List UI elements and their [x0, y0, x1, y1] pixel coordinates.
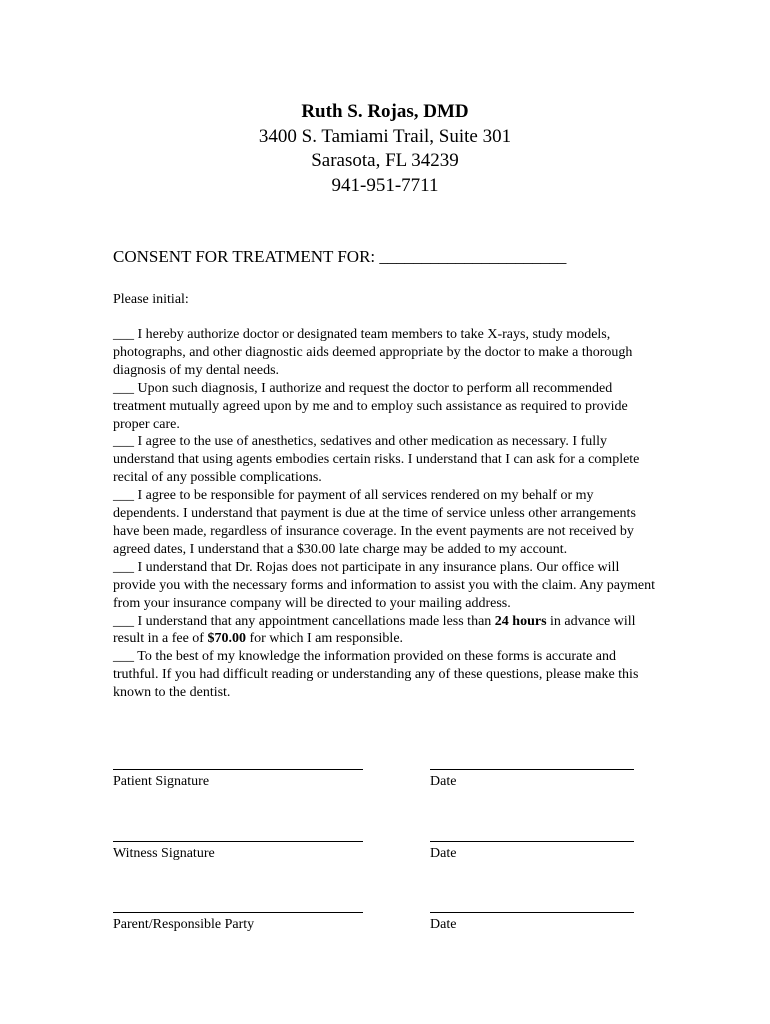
cancellation-text-1: ___ I understand that any appointment cancellations made less than	[113, 613, 495, 629]
dentist-name: Ruth S. Rojas, DMD	[301, 101, 469, 122]
cancellation-fee: $70.00	[207, 631, 246, 647]
address-line-1: 3400 S. Tamiami Trail, Suite 301	[258, 125, 512, 147]
parent-date-label: Date	[430, 917, 457, 932]
cancellation-text-3: for which I am responsible.	[245, 631, 404, 647]
patient-signature-label: Patient Signature	[113, 774, 210, 789]
parent-signature-line[interactable]	[113, 912, 363, 913]
consent-terms	[113, 326, 663, 702]
term-insurance: ___ I understand that Dr. Rojas does not participate in any insurance plans. Our office will provide you with the necessary forms and information to assist you with the claim. Any payment from your insurance company will be directed to your mailing address.	[113, 559, 656, 611]
parent-date-line[interactable]	[430, 912, 634, 913]
witness-date-label: Date	[430, 846, 457, 861]
address-line-2: Sarasota, FL 34239	[311, 150, 459, 171]
cancellation-hours: 24 hours	[494, 613, 547, 629]
consent-heading: CONSENT FOR TREATMENT FOR: ______________________	[113, 247, 567, 266]
patient-signature-line[interactable]	[113, 769, 363, 770]
term-accuracy: ___ To the best of my knowledge the information provided on these forms is accurate and truthful. If you had difficult reading or understanding any of these questions, please make this known to the dentist.	[113, 649, 639, 701]
term-treatment: ___ Upon such diagnosis, I authorize and request the doctor to perform all recommended treatment mutually agreed upon by me and to employ such assistance as required to provide proper care.	[113, 380, 628, 432]
patient-date-line[interactable]	[430, 769, 634, 770]
witness-signature-label: Witness Signature	[113, 846, 215, 861]
cancellation-text-2: in advance will result in a fee of	[113, 613, 636, 647]
initial-instruction: Please initial:	[113, 292, 189, 307]
term-anesthetics: ___ I agree to the use of anesthetics, sedatives and other medication as necessary. I fully understand that using agents embodies certain risks. I understand that I can ask for a complete recital of any possible complications.	[113, 434, 640, 486]
term-xrays: ___ I hereby authorize doctor or designated team members to take X-rays, study models, photographs, and other diagnostic aids deemed appropriate by the doctor to make a thorough diagnosis of my dental needs.	[113, 327, 633, 378]
term-payment: ___ I agree to be responsible for payment of all services rendered on my behalf or my dependents. I understand that payment is due at the time of service unless other arrangements have been made, regardless of insurance coverage. In the event payments are not received by agreed dates, I understand that a $30.00 late charge may be added to my account.	[113, 488, 636, 557]
parent-signature-label: Parent/Responsible Party	[113, 917, 255, 932]
term-cancellation	[113, 613, 663, 649]
phone-number: 941-951-7711	[331, 174, 439, 196]
witness-date-line[interactable]	[430, 841, 634, 842]
witness-signature-line[interactable]	[113, 841, 363, 842]
letterhead	[0, 100, 770, 198]
patient-date-label: Date	[430, 774, 457, 789]
